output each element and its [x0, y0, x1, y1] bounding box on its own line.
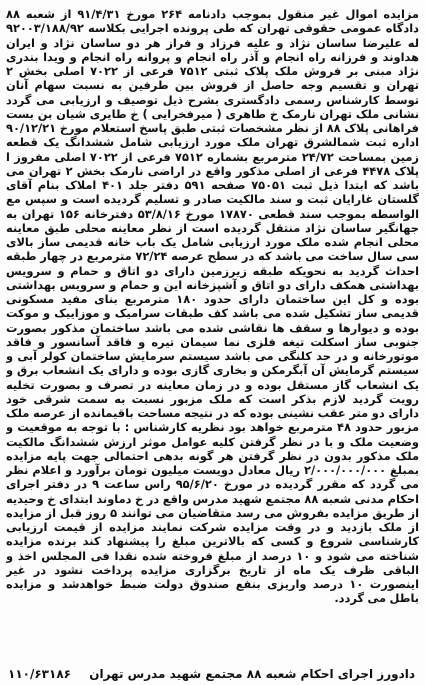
- notice-code: ۱۱۰/۶۳۱۸۶: [8, 667, 71, 681]
- notice-issuer: دادورز اجرای احکام شعبه ۸۸ مجتمع شهید مدرس تهران: [89, 667, 415, 681]
- notice-footer: [6, 661, 419, 681]
- notice-body-text: مزایده اموال غیر منقول بموجب دادنامه ۲۶۴ مورخ ۹۱/۴/۳۱ از شعبه ۸۸ دادگاه عمومی حقوقی تهران که طی پرونده اجرایی بکلاسه ۹۲۰۰۳/۱۸۸/۹۲ له علیرضا ساسان نژاد و علیه فرزاد و فراز هر دو ساسان نژاد و ایران هداوند و فرزانه راه انجام و آذر راه انجام و پروانه راه انجام و ویدا بندری نژاد مبنی بر فروش ملک پلاک ثبتی ۷۵۱۲ فرعی از ۷۰۲۲ اصلی بخش ۲ تهران و تقسیم وجه حاصل از فروش بین طرفین به نسبت سهام آنان توسط کارشناس رسمی دادگستری بشرح ذیل توصیف و ارزیابی می گردد نشانی ملک تهران نارمک خ طاهری ( میرفخرایی ) خ طایری شیان بن بست فراهانی پلاک ۸۸ از نظر مشخصات ثبتی طبق پاسخ استعلام مورخ ۹۰/۱۲/۲۱ اداره ثبت شمالشرق تهران ملک مورد ارزیابی شامل ششدانگ یک قطعه زمین بمساحت ۲۴/۷۲ مترمربع بشماره ۷۵۱۲ فرعی از ۷۰۲۲ اصلی مفروز ا پلاک ۴۴۷۸ فرعی از اصلی مذکور واقع در اراضی نارمک بخش ۲ تهران می باشد که ابتدا ذیل ثبت ۷۵۰۵۱ صفحه ۵۹۱ دفتر جلد ۴۰۱ املاک بنام آقای گلستان غارایان ثبت و سند مالکیت صادر و تسلیم گردیده است و سپس مع الواسطه بموجب سند قطعی ۱۷۸۷۰ مورخ ۵۳/۸/۱۶ دفترخانه ۱۵۶ تهران به جهانگیر ساسان نژاد منتقل گردیده است از نظر معاینه محلی طبق معاینه محلی انجام شده ملک مورد ارزیابی شامل یک باب خانه قدیمی ساز بالای سی سال ساخت می باشد که در سطح عرصه ۷۲/۲۴ مترمربع در چهار طبقه احداث گردید به نحویکه طبقه زیرزمین دارای دو اتاق و حمام و سرویس بهداشتی همکف دارای دو اتاق و آشپزخانه این و حمام و سرویس بهداشتی بوده و کل این ساختمان دارای حدود ۱۸۰ مترمربع بنای مفید مسکونی قدیمی ساز تشکیل شده می باشد کف طبقات سرامیک و موزاییک و موکت بوده و دیوارها و سقف ها نقاشی شده می باشد ساختمان مذکور بصورت جنوبی ساز اسکلت تیغه فلزی نما سیمان تیره و فاقد آسانسور و فاقد موتورخانه و در حد کلنگی می باشد سیستم سرمایش ساختمان کولر آبی و سیستم گرمایش آن آبگرمکن و بخاری گازی بوده و دارای یک انشعاب برق و یک انشعاب گاز مستقل بوده و در زمان معاینه در تصرف و بصورت تخلیه رویت گردید لازم بذکر است که ملک مزبور نسبت به سمت شرقی خود دارای دو متر عقب نشینی بوده که در نتیجه مساحت باقیمانده از عرصه ملک مزبور حدود ۴۸ مترمربع خواهد بود نظریه کارشناس : با توجه به موقعیت و وضعیت ملک و با در نظر گرفتن کلیه عوامل موثر ارزش ششدانگ مالکیت ملک مذکور بدون در نظر گرفتن هر گونه بدهی احتمالی جهت پایه مزایده بمبلغ ۲/۰۰۰/۰۰۰/۰۰۰ ریال معادل دویست میلیون تومان برآورد و اعلام نظر می گردد که مقرر گردیده در مورخ ۹۵/۶/۲۰ راس ساعت ۹ در دفتر اجرای احکام مدنی شعبه ۸۸ مجتمع شهید مدرس واقع در خ دماوند ابتدای خ وحیدیه از طریق مزایده بفروش می رسد متقاضیان می توانند ۵ روز قبل از مزایده از ملک بازدید و در وقت مزایده شرکت نمایند مزایده از قیمت ارزیابی کارشناسی شروع و کسی که بالاترین مبلغ را پیشنهاد کند برنده مزایده شناخته می شود و ۱۰ درصد از مبلغ فروخته شده نقدا فی المجلس اخذ و الباقی ظرف یک ماه از تاریخ برگزاری مزایده پرداخت نشود در غیر اینصورت ۱۰ درصد واریزی بنفع صندوق دولت ضبط خواهدشد و مزایده باطل می گردد.: [6, 7, 419, 606]
